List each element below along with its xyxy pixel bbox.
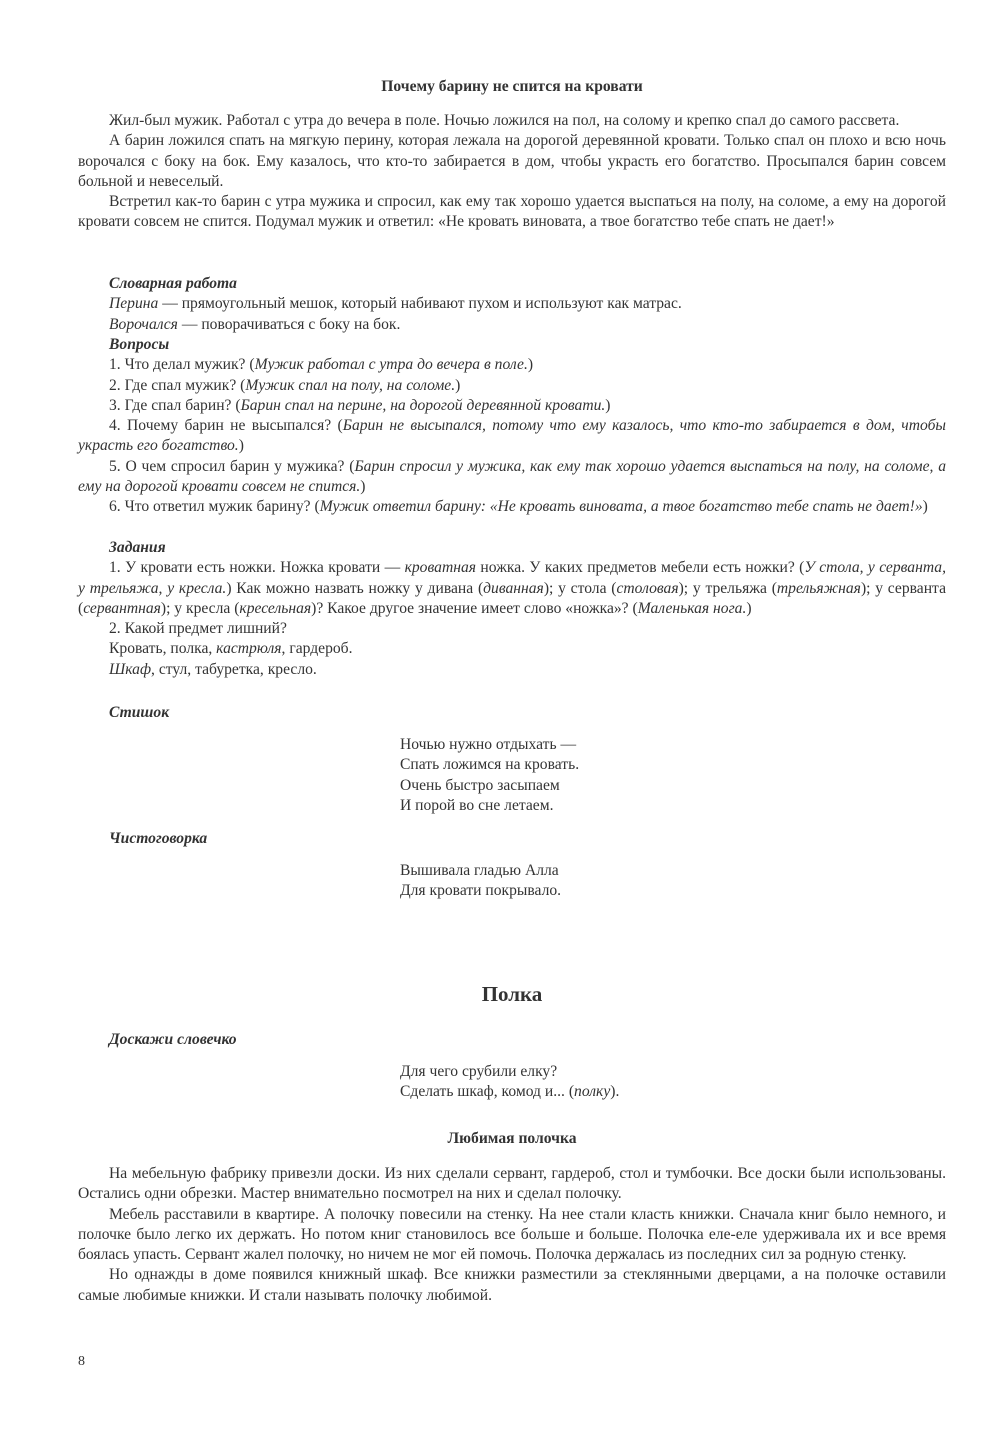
section-title: Полка [481,982,543,1006]
question-text: 4. Почему барин не высыпался? ( [109,417,343,435]
story-paragraph: Но однажды в доме появился книжный шкаф. Все книжки разместили за стеклянными дверцами, а на полочке оставили самые любимые книжки. И стали называть полочку любимой. [78,1266,946,1304]
vocabulary-definition: — прямоугольный мешок, который набивают пухом и используют как матрас. [158,295,682,313]
question-close: ) [605,396,611,414]
task-text: ); у трельяжа ( [678,579,777,597]
task-italic: столовая [616,579,679,597]
vocabulary-entry [78,315,946,335]
tongue-twister-line: Для кровати покрывало. [400,882,562,900]
answer-text: Мужик работал с утра до вечера в поле. [254,356,528,374]
riddle [400,1062,619,1103]
riddle-answer: полку [574,1083,611,1101]
tasks-heading: Задания [109,539,166,556]
task-italic: кастрюля [216,640,282,658]
task-text: ); у кресла ( [160,599,240,617]
story-paragraph: На мебельную фабрику привезли доски. Из них сделали сервант, гардероб, стол и тумбочки. Все доски были использованы. Остались одни обрезки. Мастер внимательно посмотрел на них и сделал полочку. [78,1165,946,1203]
question-text: 5. О чем спросил барин у мужика? ( [109,457,355,475]
task-text: ) [746,599,752,617]
task-text: , стул, табуретка, кресло. [151,660,317,678]
story-body [78,111,946,233]
task-text: Кровать, полка, [109,640,217,658]
question-item [78,457,946,498]
riddle-heading: Доскажи словечко [109,1031,237,1048]
story-title: Любимая полочка [447,1130,577,1147]
question-close: ) [455,376,461,394]
vocabulary-section [78,274,946,335]
task-option-line [78,660,946,680]
task-item: 2. Какой предмет лишний? [109,620,287,638]
question-item [78,497,946,517]
question-text: 1. Что делал мужик? ( [109,356,255,374]
task-text: ); у стола ( [543,579,617,597]
task-text: ) Как можно назвать ножку у дивана ( [226,579,484,597]
poem-line: Очень быстро засыпаем [400,776,560,794]
task-italic: сервантная [83,599,161,617]
question-close: ) [922,498,928,516]
task-text: , гардероб. [281,640,353,658]
questions-section [78,335,946,518]
tasks-section [78,538,946,680]
vocabulary-term: Перина [109,295,159,313]
vocabulary-definition: — поворачиваться с боку на бок. [177,315,401,333]
riddle-line [400,1082,619,1102]
answer-text: Барин спал на перине, на дорогой деревянной кровати. [240,396,606,414]
task-text: )? Какое другое значение имеет слово «ножка»? ( [311,599,638,617]
task-text: ножка. У каких предметов мебели есть ножки? ( [475,559,805,577]
question-close: ) [360,478,366,496]
poem-line: И порой во сне летаем. [400,796,554,814]
tongue-twister-heading: Чистоговорка [109,830,208,847]
riddle-text: Сделать шкаф, комод и... ( [400,1083,575,1101]
question-close: ) [527,356,534,374]
question-item [78,416,946,457]
answer-text: Барин спросил у мужика, как ему так хорошо удается выспаться на полу, на соломе, а ему на дорогой кровати совсем не спится. [78,457,946,496]
question-close: ) [238,437,244,455]
task-text: 1. У кровати есть ножки. Ножка кровати — [109,559,405,577]
task-italic: трельяжная [776,579,861,597]
question-text: 2. Где спал мужик? ( [109,376,246,394]
task-italic: диванная [483,579,544,597]
task-italic: кресельная [239,599,312,617]
story-body [78,1164,946,1306]
tongue-twister [400,861,561,902]
question-item [78,355,946,375]
task-option-line [78,639,946,659]
vocabulary-heading: Словарная работа [109,275,237,292]
task-italic: Маленькая нога. [637,599,747,617]
story-paragraph: Встретил как-то барин с утра мужика и спросил, как ему так хорошо удается выспаться на полу, на соломе, а ему на дорогой кровати совсем не спится. Подумал мужик и ответил: «Не кровать виновата, а твое богатство тебе спать не дает!» [78,193,946,231]
questions-heading: Вопросы [109,336,170,353]
question-text: 6. Что ответил мужик барину? ( [109,498,320,516]
task-italic: кроватная [404,559,476,577]
riddle-line: Для чего срубили елку? [400,1063,558,1080]
answer-text: Мужик ответил барину: «Не кровать виновата, а твое богатство тебе спать не дает!» [319,498,923,516]
story-title: Почему барину не спится на кровати [381,78,643,95]
vocabulary-term: Ворочался [109,315,178,333]
tongue-twister-line: Вышивала гладью Алла [400,862,559,879]
poem-line: Спать ложимся на кровать. [400,756,580,774]
story-paragraph: Жил-был мужик. Работал с утра до вечера в поле. Ночью ложился на пол, на солому и крепко спал до самого рассвета. [109,112,900,129]
vocabulary-entry [78,294,946,314]
riddle-text: ). [610,1083,620,1101]
book-page [78,0,946,1433]
question-text: 3. Где спал барин? ( [109,396,241,414]
question-item [78,376,946,396]
page-number: 8 [78,1354,85,1369]
poem-heading: Стишок [109,704,170,721]
answer-text: Мужик спал на полу, на соломе. [245,376,456,394]
task-text: ); у серванта ( [78,579,946,617]
question-item [78,396,946,416]
poem-line: Ночью нужно отдыхать — [400,736,577,753]
task-italic: Шкаф [109,660,152,678]
story-paragraph: Мебель расставили в квартире. А полочку повесили на стенку. На нее стали класть книжки. Сначала книг было немного, и полочке было легко их держать. Но потом книг становилось все больше и больше. Полочка еле-еле удерживала их и все время боялась упасть. Сервант жалел полочку, но ничем не мог ей помочь. Полочка держалась из последних сил за родную стенку. [78,1205,946,1264]
task-item [78,558,946,619]
answer-text: Барин не высыпался, потому что ему казалось, что кто-то забирается в дом, чтобы украсть его богатство. [78,417,946,455]
story-paragraph: А барин ложился спать на мягкую перину, которая лежала на дорогой деревянной кровати. Только спал он плохо и всю ночь ворочался с боку на бок. Ему казалось, что кто-то забирается в дом, чтобы украсть его богатство. Просыпался барин совсем больной и невеселый. [78,132,946,190]
task-italic: У стола, у серванта, у трельяжа, у кресла. [78,559,946,597]
poem [400,735,579,816]
